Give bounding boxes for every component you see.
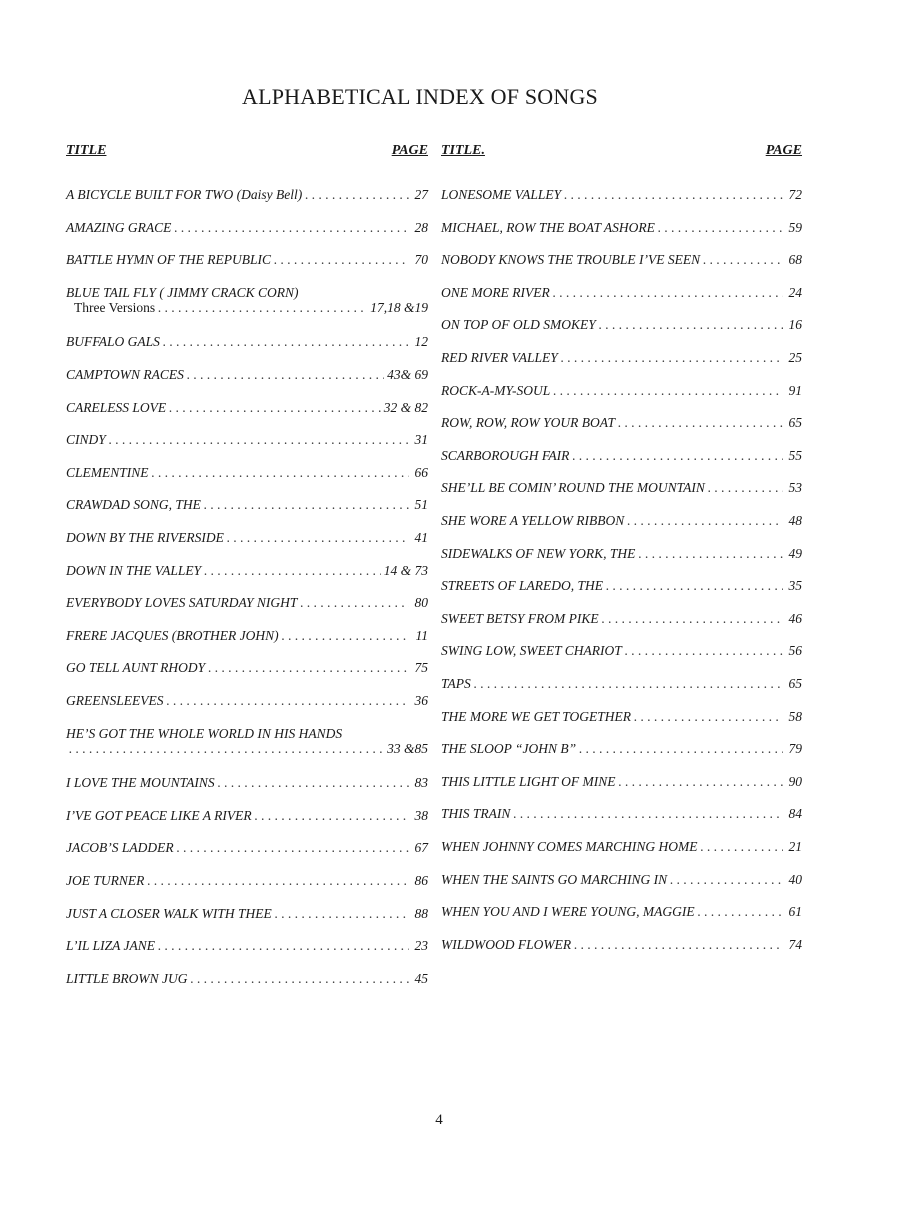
song-page: 31 bbox=[414, 432, 428, 448]
leader-dots bbox=[218, 775, 409, 791]
song-page: 16 bbox=[788, 317, 802, 333]
song-page: 45 bbox=[414, 970, 428, 986]
index-row bbox=[66, 497, 428, 513]
leader-dots bbox=[708, 480, 783, 496]
song-title: LONESOME VALLEY bbox=[441, 187, 562, 202]
index-row bbox=[441, 676, 802, 692]
index-row-continuation bbox=[66, 300, 428, 316]
index-row bbox=[66, 465, 428, 481]
index-row bbox=[66, 220, 428, 236]
song-page: 55 bbox=[788, 447, 802, 463]
song-title: I LOVE THE MOUNTAINS bbox=[66, 775, 215, 791]
leader-dots bbox=[274, 252, 409, 268]
song-title: SWEET BETSY FROM PIKE bbox=[441, 610, 599, 626]
song-page: 59 bbox=[788, 219, 802, 235]
song-page: 65 bbox=[788, 676, 802, 691]
leader-dots bbox=[572, 448, 783, 464]
song-page: 80 bbox=[414, 595, 428, 611]
title-header: TITLE. bbox=[441, 143, 485, 158]
song-page: 43& 69 bbox=[387, 367, 428, 382]
song-title: CRAWDAD SONG, THE bbox=[66, 497, 201, 513]
song-title: LITTLE BROWN JUG bbox=[66, 970, 188, 986]
song-title: JACOB’S LADDER bbox=[66, 840, 174, 856]
leader-dots bbox=[282, 628, 409, 644]
leader-dots bbox=[579, 741, 783, 757]
index-row bbox=[441, 220, 802, 236]
song-page: 32 & 82 bbox=[383, 399, 428, 415]
song-page: 14 & 73 bbox=[383, 562, 428, 578]
leader-dots bbox=[174, 220, 409, 236]
page-header: PAGE bbox=[765, 143, 802, 158]
song-title: WILDWOOD FLOWER bbox=[441, 936, 572, 952]
song-page: 79 bbox=[788, 741, 802, 757]
index-row bbox=[66, 938, 428, 954]
leader-dots bbox=[227, 530, 409, 546]
leader-dots bbox=[553, 383, 783, 399]
leader-dots bbox=[627, 513, 783, 529]
left-column bbox=[66, 143, 428, 986]
index-row bbox=[66, 628, 428, 644]
song-page: 68 bbox=[788, 252, 802, 268]
song-page: 65 bbox=[788, 415, 802, 431]
song-title: DOWN IN THE VALLEY bbox=[66, 562, 202, 578]
song-page: 83 bbox=[414, 775, 428, 791]
song-title: STREETS OF LAREDO, THE bbox=[441, 578, 603, 594]
song-page: 38 bbox=[414, 807, 428, 823]
song-title: BLUE TAIL FLY ( JIMMY CRACK CORN) bbox=[66, 284, 299, 300]
song-page: 75 bbox=[414, 660, 428, 676]
index-row bbox=[66, 432, 428, 448]
song-title: EVERYBODY LOVES SATURDAY NIGHT bbox=[66, 595, 298, 611]
index-row bbox=[66, 840, 428, 856]
index-row bbox=[66, 252, 428, 268]
leader-dots bbox=[305, 187, 409, 203]
index-row bbox=[66, 367, 428, 383]
leader-dots bbox=[700, 839, 783, 855]
song-page: 36 bbox=[414, 693, 428, 708]
leader-dots bbox=[177, 840, 409, 856]
song-title: L’IL LIZA JANE bbox=[66, 938, 156, 954]
right-column bbox=[441, 143, 802, 952]
leader-dots bbox=[670, 872, 783, 888]
song-page: 49 bbox=[788, 545, 802, 561]
song-subtitle: Three Versions bbox=[74, 299, 156, 315]
leader-dots bbox=[606, 578, 783, 594]
index-row bbox=[66, 563, 428, 579]
song-title: CAMPTOWN RACES bbox=[66, 367, 184, 382]
index-row bbox=[441, 383, 802, 399]
song-page: 21 bbox=[788, 839, 802, 854]
song-page: 66 bbox=[414, 464, 428, 480]
leader-dots bbox=[204, 497, 409, 513]
song-title: SIDEWALKS OF NEW YORK, THE bbox=[441, 545, 636, 561]
leader-dots bbox=[561, 350, 783, 366]
index-row bbox=[66, 660, 428, 676]
song-page: 90 bbox=[788, 773, 802, 789]
song-title: BATTLE HYMN OF THE REPUBLIC bbox=[66, 252, 272, 268]
song-page: 88 bbox=[414, 905, 428, 921]
leader-dots bbox=[152, 465, 409, 481]
song-title: SCARBOROUGH FAIR bbox=[441, 447, 570, 463]
song-title: I’VE GOT PEACE LIKE A RIVER bbox=[66, 807, 252, 823]
song-page: 56 bbox=[788, 643, 802, 659]
leader-dots bbox=[618, 415, 783, 431]
song-title: DOWN BY THE RIVERSIDE bbox=[66, 530, 224, 545]
leader-dots bbox=[513, 806, 783, 822]
leader-dots bbox=[574, 937, 783, 953]
song-title: SWING LOW, SWEET CHARIOT bbox=[441, 643, 622, 659]
song-title: GREENSLEEVES bbox=[66, 693, 164, 708]
song-page: 48 bbox=[788, 513, 802, 528]
leader-dots bbox=[191, 971, 409, 987]
leader-dots bbox=[599, 317, 783, 333]
index-row bbox=[66, 530, 428, 546]
index-row bbox=[66, 187, 428, 203]
leader-dots bbox=[158, 938, 409, 954]
index-row bbox=[441, 546, 802, 562]
song-title: THIS LITTLE LIGHT OF MINE bbox=[441, 773, 616, 789]
song-title: A BICYCLE BUILT FOR TWO (Daisy Bell) bbox=[66, 187, 303, 202]
song-title: TAPS bbox=[441, 676, 471, 691]
song-title: ROW, ROW, ROW YOUR BOAT bbox=[441, 415, 615, 431]
leader-dots bbox=[187, 367, 384, 383]
leader-dots bbox=[619, 774, 783, 790]
index-row bbox=[66, 775, 428, 791]
song-page: 25 bbox=[788, 350, 802, 365]
leader-dots bbox=[204, 563, 381, 579]
song-page: 27 bbox=[414, 187, 428, 202]
song-title: CARELESS LOVE bbox=[66, 399, 167, 415]
leader-dots bbox=[698, 904, 783, 920]
song-title: BUFFALO GALS bbox=[66, 334, 160, 350]
index-row bbox=[441, 513, 802, 529]
index-row bbox=[66, 693, 428, 709]
index-row bbox=[441, 187, 802, 203]
page-number: 4 bbox=[435, 1112, 443, 1128]
song-page: 12 bbox=[414, 334, 428, 350]
song-title: ONE MORE RIVER bbox=[441, 284, 550, 300]
index-row bbox=[441, 643, 802, 659]
index-row bbox=[441, 806, 802, 822]
index-row bbox=[66, 808, 428, 824]
song-title: ON TOP OF OLD SMOKEY bbox=[441, 317, 596, 333]
index-row bbox=[441, 872, 802, 888]
song-page: 28 bbox=[414, 219, 428, 235]
index-row bbox=[66, 906, 428, 922]
leader-dots bbox=[638, 546, 783, 562]
index-row bbox=[441, 904, 802, 920]
song-page: 67 bbox=[414, 840, 428, 856]
leader-dots bbox=[300, 595, 409, 611]
song-page: 40 bbox=[788, 871, 802, 887]
leader-dots bbox=[634, 709, 783, 725]
song-title: NOBODY KNOWS THE TROUBLE I’VE SEEN bbox=[441, 252, 701, 268]
index-row-continuation bbox=[66, 741, 428, 757]
song-title: THIS TRAIN bbox=[441, 806, 511, 822]
index-row-title bbox=[66, 726, 428, 742]
leader-dots bbox=[167, 693, 410, 709]
leader-dots bbox=[158, 300, 367, 316]
index-row bbox=[441, 611, 802, 627]
leader-dots bbox=[553, 285, 783, 301]
leader-dots bbox=[564, 187, 783, 203]
song-title: JOE TURNER bbox=[66, 873, 145, 888]
column-header bbox=[441, 143, 802, 163]
song-title: ROCK-A-MY-SOUL bbox=[441, 382, 551, 398]
song-page: 23 bbox=[414, 938, 428, 954]
song-title: HE’S GOT THE WHOLE WORLD IN HIS HANDS bbox=[66, 725, 343, 741]
leader-dots bbox=[69, 741, 384, 757]
song-title: SHE WORE A YELLOW RIBBON bbox=[441, 513, 625, 528]
index-row bbox=[441, 285, 802, 301]
index-row bbox=[441, 415, 802, 431]
song-title: SHE’LL BE COMIN’ ROUND THE MOUNTAIN bbox=[441, 480, 705, 496]
index-row-title bbox=[66, 285, 428, 301]
song-page: 61 bbox=[788, 904, 802, 920]
song-title: GO TELL AUNT RHODY bbox=[66, 660, 206, 676]
leader-dots bbox=[208, 660, 409, 676]
song-page: 72 bbox=[788, 187, 802, 202]
index-row bbox=[441, 937, 802, 953]
song-title: JUST A CLOSER WALK WITH THEE bbox=[66, 905, 272, 921]
index-row bbox=[66, 334, 428, 350]
song-title: WHEN THE SAINTS GO MARCHING IN bbox=[441, 871, 668, 887]
index-row bbox=[441, 709, 802, 725]
song-page: 74 bbox=[788, 936, 802, 952]
title-header: TITLE bbox=[66, 143, 107, 158]
song-title: WHEN JOHNNY COMES MARCHING HOME bbox=[441, 839, 698, 854]
index-row bbox=[441, 252, 802, 268]
song-page: 51 bbox=[414, 497, 428, 513]
index-row bbox=[441, 774, 802, 790]
song-page: 53 bbox=[788, 480, 802, 496]
song-page: 86 bbox=[414, 873, 428, 888]
song-page: 11 bbox=[415, 627, 428, 643]
song-page: 17,18 &19 bbox=[370, 299, 428, 315]
leader-dots bbox=[163, 334, 409, 350]
song-title: RED RIVER VALLEY bbox=[441, 350, 558, 365]
song-page: 46 bbox=[788, 610, 802, 626]
song-page: 70 bbox=[414, 252, 428, 268]
index-row bbox=[441, 350, 802, 366]
page-header: PAGE bbox=[391, 143, 428, 158]
song-page: 84 bbox=[788, 806, 802, 822]
song-page: 24 bbox=[788, 284, 802, 300]
leader-dots bbox=[474, 676, 783, 692]
index-row bbox=[441, 741, 802, 757]
song-title: CINDY bbox=[66, 432, 106, 448]
index-row bbox=[66, 400, 428, 416]
song-title: CLEMENTINE bbox=[66, 464, 149, 480]
song-title: FRERE JACQUES (BROTHER JOHN) bbox=[66, 627, 279, 643]
leader-dots bbox=[169, 400, 381, 416]
leader-dots bbox=[625, 643, 783, 659]
leader-dots bbox=[255, 808, 409, 824]
index-row bbox=[441, 480, 802, 496]
index-row bbox=[66, 971, 428, 987]
index-row bbox=[441, 448, 802, 464]
song-page: 91 bbox=[788, 382, 802, 398]
leader-dots bbox=[109, 432, 409, 448]
song-title: MICHAEL, ROW THE BOAT ASHORE bbox=[441, 219, 655, 235]
index-row bbox=[441, 839, 802, 855]
song-page: 58 bbox=[788, 708, 802, 724]
column-header bbox=[66, 143, 428, 163]
song-title: AMAZING GRACE bbox=[66, 219, 172, 235]
song-page: 35 bbox=[788, 578, 802, 594]
index-row bbox=[441, 317, 802, 333]
index-row bbox=[66, 595, 428, 611]
leader-dots bbox=[658, 220, 783, 236]
song-page: 41 bbox=[414, 530, 428, 545]
song-page: 33 &85 bbox=[387, 740, 428, 756]
leader-dots bbox=[147, 873, 409, 889]
song-title: WHEN YOU AND I WERE YOUNG, MAGGIE bbox=[441, 904, 695, 920]
leader-dots bbox=[602, 611, 783, 627]
index-row bbox=[66, 873, 428, 889]
song-title: THE SLOOP “JOHN B” bbox=[441, 741, 577, 757]
index-row bbox=[441, 578, 802, 594]
page-title: ALPHABETICAL INDEX OF SONGS bbox=[242, 84, 598, 109]
leader-dots bbox=[703, 252, 783, 268]
song-title: THE MORE WE GET TOGETHER bbox=[441, 708, 632, 724]
leader-dots bbox=[275, 906, 409, 922]
